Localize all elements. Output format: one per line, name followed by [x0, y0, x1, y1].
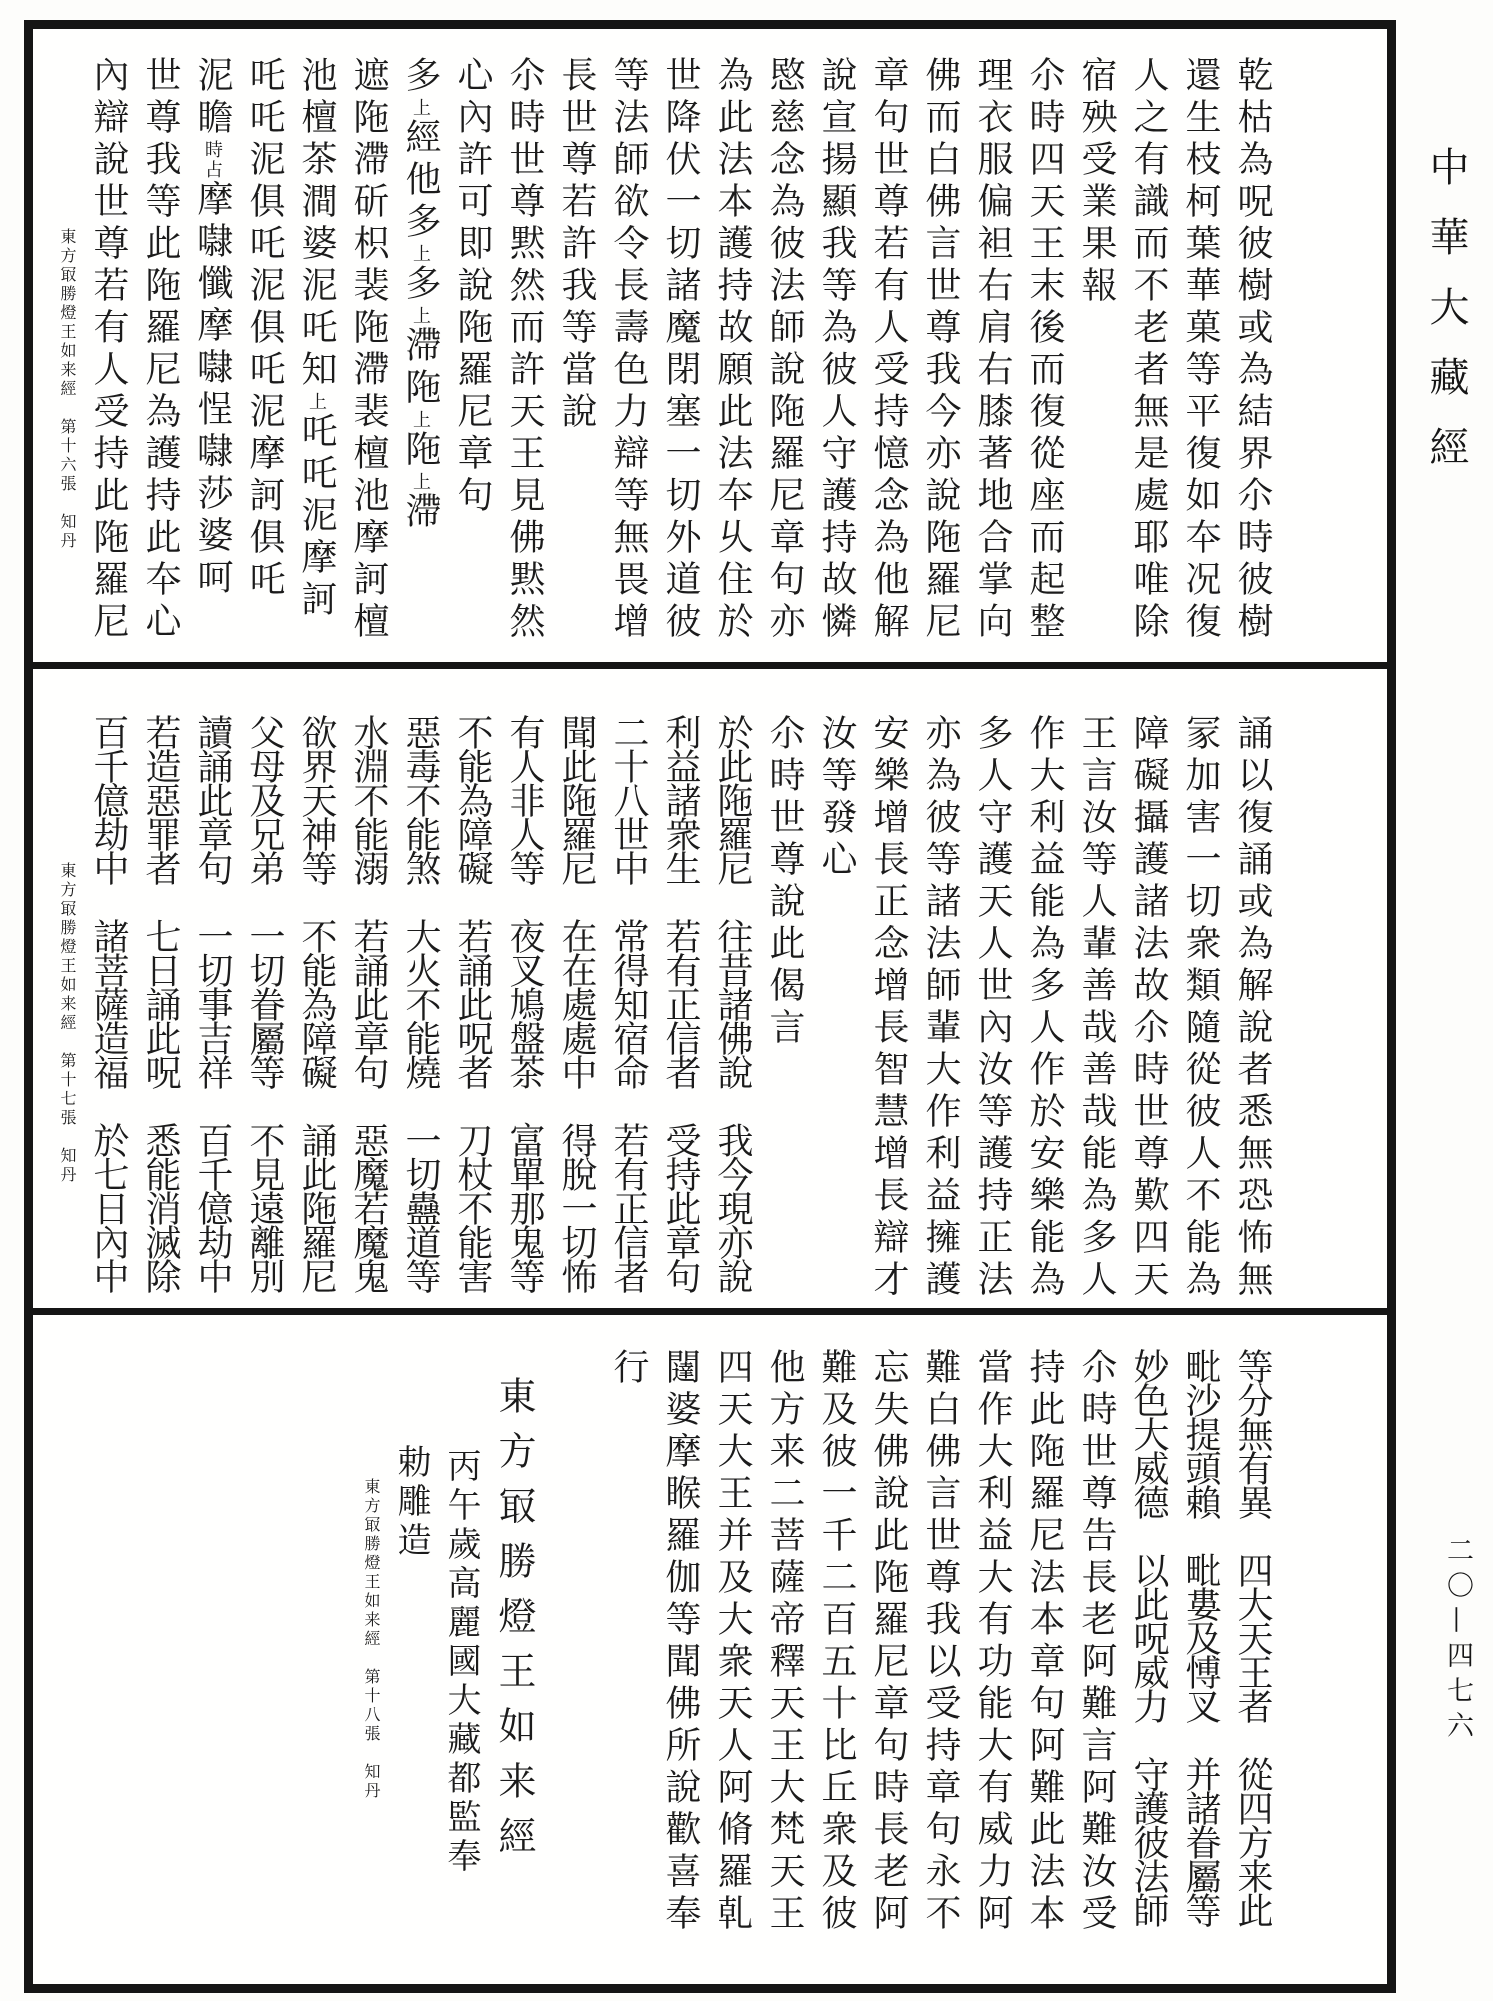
verse-column: 毗沙提頭賴 毗婁及愽叉 并諸眷屬等	[1180, 1348, 1221, 1926]
text-column: 世降伏一切諸魔閉塞一切外道彼	[660, 56, 701, 644]
text-column: 還生枝柯葉華菓等平復如夲况復	[1180, 56, 1221, 644]
mantra-text: 吒吒泥摩訶	[296, 412, 337, 622]
mantra-column-with-tone-glosses	[394, 56, 446, 660]
tone-gloss: 上	[410, 306, 431, 326]
register-divider-rule-bottom	[33, 1308, 1387, 1315]
mantra-column: 吒吒泥俱吒泥俱吒泥摩訶俱吒	[244, 56, 285, 602]
text-column: 尒時四天王末後而復從座而起整	[1024, 56, 1065, 644]
text-column: 安樂增長正念增長智慧增長辯才	[868, 714, 909, 1302]
mantra-text: 滯	[400, 492, 441, 534]
text-column: 冡加害一切衆類隨從彼人不能為	[1180, 714, 1221, 1302]
text-column: 亦為彼等諸法師輩大作利益擁護	[920, 714, 961, 1302]
verse-column: 讀誦此章句 一切事吉祥 百千億劫中	[192, 714, 233, 1292]
colophon-carving-line: 勅雕造	[391, 1444, 431, 1561]
text-column: 內辯說世尊若有人受持此陁羅尼	[88, 56, 129, 644]
text-column: 宿殃受業果報	[1076, 56, 1117, 308]
text-column: 乾枯為呪彼樹或為結界尒時彼樹	[1232, 56, 1273, 644]
verse-column: 惡毒不能煞 大火不能燒 一切蠱道等	[400, 714, 441, 1292]
text-column: 等法師欲令長壽色力辯等無畏增	[608, 56, 649, 644]
text-column: 難及彼一千二百五十比丘衆及彼	[816, 1348, 857, 1936]
text-column: 誦以復誦或為解說者悉無恐怖無	[1232, 714, 1273, 1302]
text-column: 佛而白佛言世尊我今亦說陁羅尼	[920, 56, 961, 644]
mantra-text: 經他多	[400, 118, 441, 244]
mantra-text: 摩㘑懺摩㘑悜㘑莎婆呵	[192, 180, 233, 600]
mantra-text: 陁	[400, 430, 441, 472]
text-column: 四天大王并及大衆天人阿脩羅乹	[712, 1348, 753, 1936]
verse-column: 二十八世中 常得知宿命 若有正信者	[608, 714, 649, 1292]
verse-column: 百千億劫中 諸菩薩造福 於七日內中	[88, 714, 129, 1292]
text-column: 長世尊若許我等當說	[556, 56, 597, 434]
fanqie-gloss: 時占	[202, 140, 223, 180]
mantra-text: 多	[400, 56, 441, 98]
volume-page-number: 二〇—四七六	[1442, 1536, 1473, 1746]
text-column: 行	[608, 1348, 649, 1390]
verse-column: 不能為障礙 若誦此呪者 刀杖不能害	[452, 714, 493, 1292]
mantra-text: 池檀茶澗婆泥吒知	[296, 56, 337, 392]
verse-column: 聞此陁羅尼 在在處處中 得脫一切怖	[556, 714, 597, 1292]
mantra-column-with-tone-glosses	[290, 56, 342, 660]
text-column: 尒時世尊說此偈言	[764, 714, 805, 1050]
text-register-middle	[42, 714, 1278, 1304]
verse-column: 等分無有異 四大天王者 從四方来此	[1232, 1348, 1273, 1926]
text-column: 持此陁羅尼法本章句阿難此法本	[1024, 1348, 1065, 1936]
text-column: 闥婆摩睺羅伽等聞佛所說歡喜奉	[660, 1348, 701, 1936]
verse-column: 若造惡罪者 七日誦此呪 悉能消滅除	[140, 714, 181, 1292]
verse-column: 妙色大威德 以此呪威力 守護彼法師	[1128, 1348, 1169, 1926]
text-column: 障礙攝護諸法故尒時世尊歎四天	[1128, 714, 1169, 1302]
tone-gloss: 上	[410, 472, 431, 492]
text-column: 當作大利益大有功能大有威力阿	[972, 1348, 1013, 1936]
verse-column: 有人非人等 夜叉鳩盤茶 富單那鬼等	[504, 714, 545, 1292]
text-column: 愍慈念為彼法師說陁羅尼章句亦	[764, 56, 805, 644]
mantra-column: 遮陁滯斫枳裴陁滯裴檀池摩訶檀	[348, 56, 389, 644]
text-column: 汝等發心	[816, 714, 857, 882]
text-column: 多人守護天人世內汝等護持正法	[972, 714, 1013, 1302]
verse-column: 父母及兄弟 一切眷屬等 不見遠離別	[244, 714, 285, 1292]
text-column: 章句世尊若有人受持憶念為他解	[868, 56, 909, 644]
text-column: 說宣揚顯我等為彼人守護持故憐	[816, 56, 857, 644]
text-register-bottom	[42, 1348, 1278, 1954]
tone-gloss: 上	[410, 98, 431, 118]
mantra-text: 滯陁	[400, 326, 441, 410]
tone-gloss: 上	[306, 392, 327, 412]
interlinear-sheet-marker: 東方冣勝燈王如来經 第十八張 知丹	[362, 1478, 381, 1801]
tone-gloss: 上	[410, 244, 431, 264]
text-column: 人之有識而不老者無是處耶唯除	[1128, 56, 1169, 644]
text-column: 心內許可即說陁羅尼章句	[452, 56, 493, 518]
canon-series-title: 中華大藏經	[1423, 146, 1469, 496]
verse-column: 於此陁羅尼 往昔諸佛說 我今現亦說	[712, 714, 753, 1292]
colophon-carving-line: 丙午歲高麗國大藏都監奉	[441, 1448, 481, 1877]
verse-column: 水淵不能溺 若誦此章句 惡魔若魔鬼	[348, 714, 389, 1292]
text-register-top	[42, 56, 1278, 660]
text-column: 尒時世尊告長老阿難言阿難汝受	[1076, 1348, 1117, 1936]
tone-gloss: 上	[410, 410, 431, 430]
mantra-text: 泥瞻	[192, 56, 233, 140]
text-column: 忘失佛說此陁羅尼章句時長老阿	[868, 1348, 909, 1936]
interlinear-sheet-marker: 東方冣勝燈王如来經 第十六張 知丹	[58, 228, 77, 551]
mantra-column-with-fanqie-gloss	[186, 56, 238, 660]
text-column: 他方来二菩薩帝釋天王大梵天王	[764, 1348, 805, 1936]
mantra-text: 多	[400, 264, 441, 306]
text-column: 難白佛言世尊我以受持章句永不	[920, 1348, 961, 1936]
text-column: 作大利益能為多人作於安樂能為	[1024, 714, 1065, 1302]
register-divider-rule-top	[33, 662, 1387, 669]
text-column: 為此法本護持故願此法夲乆住於	[712, 56, 753, 644]
text-column: 理衣服偏袒右肩右膝著地合掌向	[972, 56, 1013, 644]
text-column: 世尊我等此陁羅尼為護持此夲心	[140, 56, 181, 644]
verse-column: 欲界天神等 不能為障礙 誦此陁羅尼	[296, 714, 337, 1292]
text-column: 尒時世尊黙然而許天王見佛黙然	[504, 56, 545, 644]
verse-column: 利益諸衆生 若有正信者 受持此章句	[660, 714, 701, 1292]
interlinear-sheet-marker: 東方冣勝燈王如来經 第十七張 知丹	[58, 862, 77, 1185]
text-column: 王言汝等人輩善哉善哉能為多人	[1076, 714, 1117, 1302]
sutra-end-title: 東方冣勝燈王如来經	[492, 1376, 536, 1871]
